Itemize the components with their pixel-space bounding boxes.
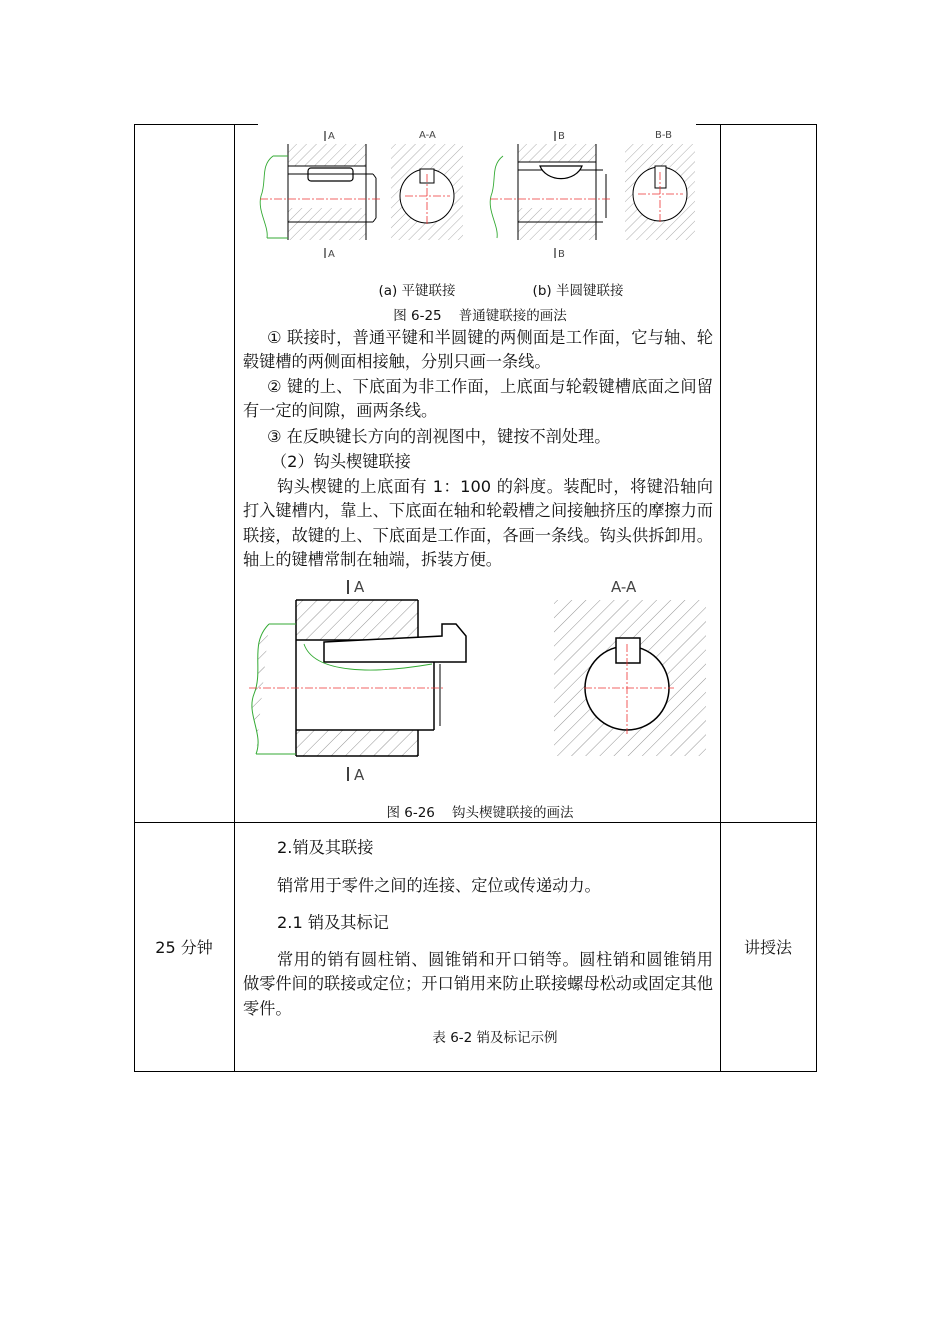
teaching-method: 讲授法 [743,938,792,957]
table-border-bottom [134,1071,817,1072]
hook-key-assembly-view [249,580,466,781]
flat-key-section-view [391,144,463,240]
table-divider-1 [234,124,235,1072]
woodruff-key-section-view [625,144,695,240]
hook-key-section-view [554,600,706,756]
row2-heading: 2.销及其联接 [277,838,374,857]
fig25-section-a-bottom: A [328,249,335,260]
row2-body: 常用的销有圆柱销、圆锥销和开口销等。圆柱销和圆锥销用做零件间的联接或定位；开口销用来防止联接螺母松动或固定其他零件。 [243,950,713,1018]
fig-6-26-drawing [244,574,714,784]
fig26-section-view: A-A [611,578,637,596]
table-border-left [134,124,135,1072]
woodruff-key-assembly-view [490,131,610,258]
fig26-section-bottom: A [354,766,365,784]
table-border-top-left [134,124,258,125]
fig-6-25-drawing [255,126,695,266]
fig25-label-a: (a) 平键联接 [378,283,456,299]
row1-para-2: ② 键的上、下底面为非工作面，上底面与轮毂键槽底面之间留有一定的间隙，画两条线。 [243,377,713,421]
flat-key-assembly-view [260,131,380,258]
fig25-label-b: (b) 半圆键联接 [532,283,624,299]
fig26-caption: 图 6-26 钩头楔键联接的画法 [386,805,574,821]
row2-intro: 销常用于零件之间的连接、定位或传递动力。 [277,876,601,895]
table-border-right [816,124,817,1072]
table-divider-2 [720,124,721,1072]
table-6-2-caption: 表 6-2 销及标记示例 [432,1030,558,1046]
row1-para-4: 钩头楔键的上底面有 1：100 的斜度。装配时，将键沿轴向打入键槽内，靠上、下底面在轴和轮毂槽之间接触挤压的摩擦力而联接，故键的上、下底面是工作面，各画一条线。钩头供拆卸用。轴上的键槽常制在轴端，拆装方便。 [243,477,713,570]
fig25-section-b-top: B [558,131,565,142]
row2-subheading: 2.1 销及其标记 [277,913,389,932]
fig25-caption: 图 6-25 普通键联接的画法 [393,308,567,324]
fig25-section-a-view: A-A [419,130,436,141]
fig26-section-top: A [354,578,365,596]
table-row-divider [134,822,817,823]
fig25-section-b-view: B-B [655,130,672,141]
fig25-section-b-bottom: B [558,249,565,260]
row1-para-1: ① 联接时，普通平键和半圆键的两侧面是工作面，它与轴、轮毂键槽的两侧面相接触，分别只画一条线。 [243,328,713,372]
row1-para-3: ③ 在反映键长方向的剖视图中，键按不剖处理。 [267,427,611,446]
table-border-top-right [696,124,817,125]
row1-subheading: （2）钩头楔键联接 [271,452,411,471]
time-allocation: 25 分钟 [155,938,213,957]
fig25-section-a-top: A [328,131,335,142]
